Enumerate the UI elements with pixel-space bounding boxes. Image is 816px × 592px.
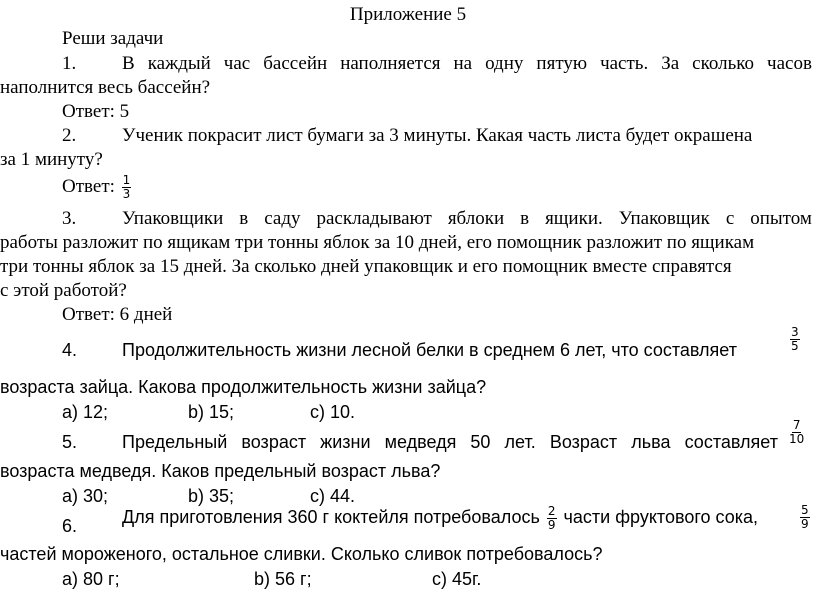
word: каждый [147,53,211,74]
word: на [453,53,473,74]
word: За [661,53,680,74]
problem-1-line-1 [122,51,812,77]
word: сколько [692,53,755,74]
fraction-denominator: 10 [789,432,805,447]
problem-3-number: 3. [62,208,77,229]
word: В [122,53,135,74]
problem-2-answer [62,174,133,201]
problem-2-line-1: Ученик покрасит лист бумаги за 3 минуты. Какая часть листа будет окрашена [122,125,753,146]
word: Предельный [122,432,228,452]
problem-3-line-1 [122,206,812,232]
fraction-denominator: 5 [791,339,799,354]
word: часть. [600,53,649,74]
word: с [725,208,735,229]
word: пятую [536,53,588,74]
word: жизни [320,432,371,452]
word: Возраст [549,432,618,452]
problem-4-number: 4. [62,340,78,360]
problem-4-line-1: Продолжительность жизни лесной белки в среднем 6 лет, что составляет [122,340,737,360]
word: Упаковщик [618,208,710,229]
word: наполняется [340,53,441,74]
problem-1-number: 1. [62,53,77,74]
problem-4-fraction [788,326,802,353]
problem-6-option-b: b) 56 г; [254,569,312,589]
fraction [788,419,805,446]
word: в [520,208,530,229]
word: одну [485,53,524,74]
fraction-denominator: 9 [547,517,556,532]
problem-6-option-c: c) 45г. [432,569,482,589]
word: ящики. [545,208,603,229]
fraction-numerator: 1 [122,173,131,188]
word: яблоки [447,208,505,229]
intro-heading: Реши задачи [62,28,164,49]
problem-3-answer: Ответ: 6 дней [62,304,173,325]
problem-4-option-b: b) 15; [188,402,235,422]
problem-6-number: 6. [62,516,78,536]
problem-3-line-2: работы разложит по ящикам три тонны яблок за 10 дней, его помощник разложит по ящикам [0,232,755,253]
word: часов [767,53,812,74]
problem-6-line-2: частей мороженого, остальное сливки. Сколько сливок потребовалось? [0,544,603,564]
word: Упаковщики [122,208,224,229]
problem-4-option-c: c) 10. [310,402,356,422]
problem-6-text-a: Для приготовления 360 г коктейля потребовалось [122,507,540,527]
problem-3-line-3: три тонны яблок за 15 дней. За сколько дней упаковщик и его помощник вместе справятся [0,256,732,277]
word: 50 [470,432,491,452]
fraction-denominator: 9 [801,517,809,532]
problem-5-fraction [786,419,807,446]
problem-6-fraction-2 [798,504,812,531]
fraction-numerator: 7 [792,418,801,433]
answer-label: Ответ: [62,176,115,197]
problem-5-line-2: возраста медведя. Каков предельный возраст льва? [0,461,441,481]
word: раскладывают [316,208,432,229]
fraction-icecream [800,504,810,531]
problem-6-text-b: части фруктового сока, [563,507,758,527]
problem-5-option-a: а) 30; [62,486,109,506]
problem-5-option-c: c) 44. [310,486,356,506]
word: составляет [684,432,778,452]
fraction-numerator: 5 [801,503,809,518]
answer-fraction [122,174,132,201]
word: саду [264,208,301,229]
word: час [223,53,251,74]
word: опытом [750,208,812,229]
fraction-numerator: 3 [791,325,799,340]
problem-6-option-a: а) 80 г; [62,569,120,589]
word: медведя [384,432,457,452]
problem-5-line-1 [122,429,778,455]
word: льва [631,432,671,452]
problem-5-number: 5. [62,432,78,452]
problem-4-option-a: а) 12; [62,402,109,422]
problem-2-number: 2. [62,125,77,146]
problem-5-option-b: b) 35; [188,486,235,506]
problem-6-line-1 [122,504,758,532]
problem-3-line-4: с этой работой? [0,280,127,301]
problem-1-answer: Ответ: 5 [62,101,130,122]
word: лет. [504,432,536,452]
word: возраст [241,432,307,452]
word: в [239,208,249,229]
problem-2-line-2: за 1 минуту? [0,149,103,170]
fraction-denominator: 3 [122,187,131,202]
problem-4-line-2: возраста зайца. Какова продолжительность жизни зайца? [0,377,487,397]
appendix-title: Приложение 5 [349,4,467,25]
word: бассейн [263,53,328,74]
fraction-juice [547,505,557,532]
fraction [790,326,800,353]
fraction-numerator: 2 [547,503,556,518]
problem-1-line-2: наполнится весь бассейн? [0,77,211,98]
